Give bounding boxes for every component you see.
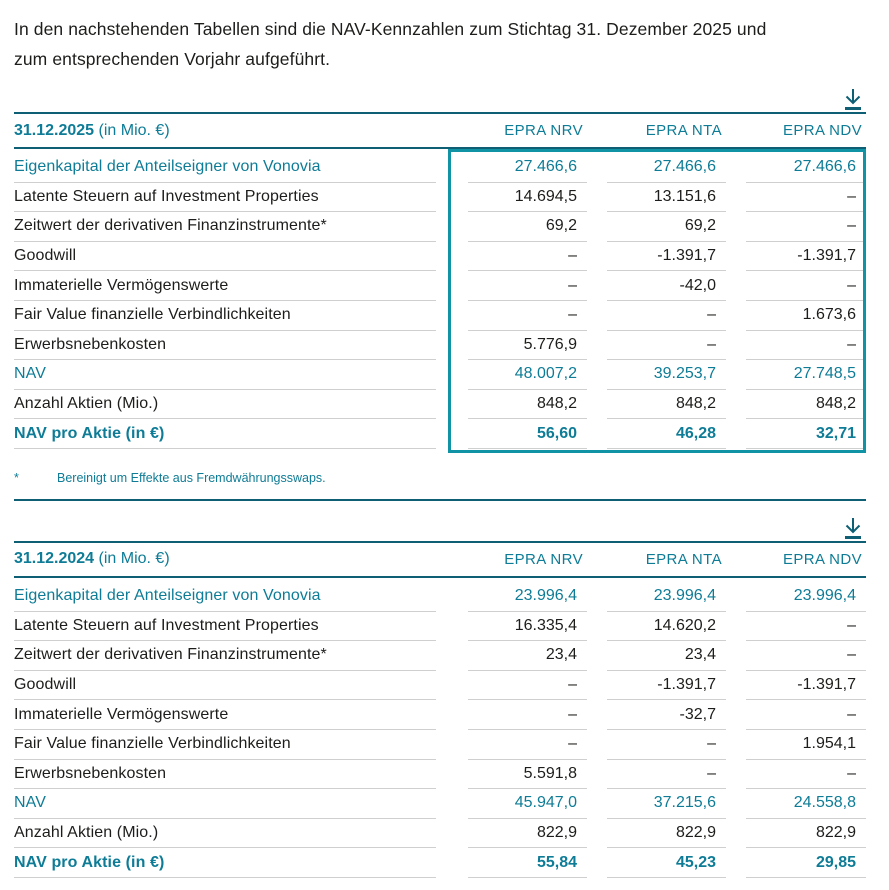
table-2024-body [14,578,866,882]
table-row [14,612,866,642]
cell-value: -1.391,7 [746,242,866,272]
cell-value: 27.466,6 [746,153,866,183]
cell-value: 23.996,4 [607,582,726,612]
cell-value: 14.694,5 [468,183,587,213]
download-button[interactable] [840,86,866,112]
row-label: NAV [14,360,436,390]
table-row [14,700,866,730]
column-header-epra-ndv: EPRA NDV [782,550,862,568]
table-2025-header [14,114,866,147]
row-label: Goodwill [14,671,436,701]
cell-value: 13.151,6 [607,183,726,213]
cell-value: 848,2 [746,390,866,420]
table-2025-unit: (in Mio. €) [98,121,170,139]
cell-value: 16.335,4 [468,612,587,642]
cell-value: 27.466,6 [468,153,587,183]
cell-value: – [468,271,587,301]
cell-value: 69,2 [607,212,726,242]
row-label: Eigenkapital der Anteilseigner von Vonovia [14,582,436,612]
cell-value: 1.954,1 [746,730,866,760]
cell-value: 56,60 [468,419,587,449]
cell-value: 23.996,4 [746,582,866,612]
row-label: Erwerbsnebenkosten [14,331,436,361]
table-2025-toolbar [14,86,866,112]
cell-value: – [746,641,866,671]
row-label: Immaterielle Vermögenswerte [14,271,436,301]
table-row [14,730,866,760]
intro-line-2: zum entsprechenden Vorjahr aufgeführt. [14,49,331,69]
table-2024-title [14,550,448,568]
cell-value: – [468,242,587,272]
row-label: Fair Value finanzielle Verbindlichkeiten [14,730,436,760]
cell-value: 822,9 [468,819,587,849]
table-2024-toolbar [14,515,866,541]
table-row [14,819,866,849]
table-row [14,789,866,819]
cell-value: – [468,700,587,730]
table-row [14,212,866,242]
cell-value: 1.673,6 [746,301,866,331]
cell-value: 27.748,5 [746,360,866,390]
cell-value: – [607,301,726,331]
row-label: Fair Value finanzielle Verbindlichkeiten [14,301,436,331]
cell-value: 27.466,6 [607,153,726,183]
section-divider [14,499,866,501]
column-header-epra-nrv: EPRA NRV [504,122,583,139]
table-row [14,242,866,272]
table-row [14,419,866,449]
row-label: Eigenkapital der Anteilseigner von Vonovia [14,153,436,183]
footnote-text: Bereinigt um Effekte aus Fremdwährungsswaps. [57,470,326,485]
row-label: Erwerbsnebenkosten [14,760,436,790]
cell-value: 45.947,0 [468,789,587,819]
download-button[interactable] [840,515,866,541]
table-2024-header [14,543,866,576]
cell-value: 822,9 [607,819,726,849]
cell-value: 848,2 [468,390,587,420]
column-header-epra-nrv: EPRA NRV [504,550,583,568]
cell-value: 29,85 [746,848,866,878]
row-label: NAV [14,789,436,819]
column-header-epra-ndv: EPRA NDV [782,122,862,139]
row-label: Latente Steuern auf Investment Properties [14,183,436,213]
row-label: Anzahl Aktien (Mio.) [14,390,436,420]
row-label: Anzahl Aktien (Mio.) [14,819,436,849]
download-icon [842,87,864,111]
row-label: Zeitwert der derivativen Finanzinstrumente* [14,641,436,671]
footnote-marker: * [14,470,19,485]
row-label: NAV pro Aktie (in €) [14,848,436,878]
cell-value: 23,4 [607,641,726,671]
cell-value: – [746,612,866,642]
cell-value: 55,84 [468,848,587,878]
column-header-epra-nta: EPRA NTA [645,550,722,568]
table-2025-title [14,122,448,140]
download-icon [842,516,864,540]
cell-value: 5.776,9 [468,331,587,361]
table-row [14,848,866,878]
cell-value: – [746,760,866,790]
cell-value: -1.391,7 [607,242,726,272]
row-label: Goodwill [14,242,436,272]
table-row [14,183,866,213]
intro-paragraph [14,14,866,74]
table-row [14,671,866,701]
row-label: Zeitwert der derivativen Finanzinstrumente* [14,212,436,242]
cell-value: 5.591,8 [468,760,587,790]
cell-value: – [468,671,587,701]
cell-value: 24.558,8 [746,789,866,819]
table-row [14,271,866,301]
cell-value: 46,28 [607,419,726,449]
row-label: Immaterielle Vermögenswerte [14,700,436,730]
cell-value: 37.215,6 [607,789,726,819]
row-label: NAV pro Aktie (in €) [14,419,436,449]
cell-value: -32,7 [607,700,726,730]
intro-line-1: In den nachstehenden Tabellen sind die NAV-Kennzahlen zum Stichtag 31. Dezember 2025 und [14,19,767,39]
table-row [14,390,866,420]
cell-value: 23.996,4 [468,582,587,612]
cell-value: – [607,760,726,790]
table-2024-unit: (in Mio. €) [98,550,170,568]
table-row [14,153,866,183]
cell-value: – [607,730,726,760]
footnote [14,471,866,485]
cell-value: 45,23 [607,848,726,878]
cell-value: 39.253,7 [607,360,726,390]
cell-value: 32,71 [746,419,866,449]
cell-value: – [746,212,866,242]
cell-value: – [607,331,726,361]
cell-value: 822,9 [746,819,866,849]
cell-value: 48.007,2 [468,360,587,390]
table-2025-date: 31.12.2025 [14,121,95,139]
cell-value: -42,0 [607,271,726,301]
cell-value: 23,4 [468,641,587,671]
table-2025-body [14,149,866,453]
cell-value: – [746,700,866,730]
column-header-epra-nta: EPRA NTA [645,122,722,139]
cell-value: 69,2 [468,212,587,242]
cell-value: 14.620,2 [607,612,726,642]
cell-value: 848,2 [607,390,726,420]
table-row [14,331,866,361]
table-row [14,641,866,671]
table-row [14,301,866,331]
cell-value: – [746,331,866,361]
cell-value: – [468,301,587,331]
cell-value: – [746,271,866,301]
cell-value: -1.391,7 [607,671,726,701]
table-2024-date: 31.12.2024 [14,550,95,568]
table-row [14,360,866,390]
table-row [14,760,866,790]
table-row [14,582,866,612]
cell-value: -1.391,7 [746,671,866,701]
row-label: Latente Steuern auf Investment Properties [14,612,436,642]
cell-value: – [746,183,866,213]
cell-value: – [468,730,587,760]
